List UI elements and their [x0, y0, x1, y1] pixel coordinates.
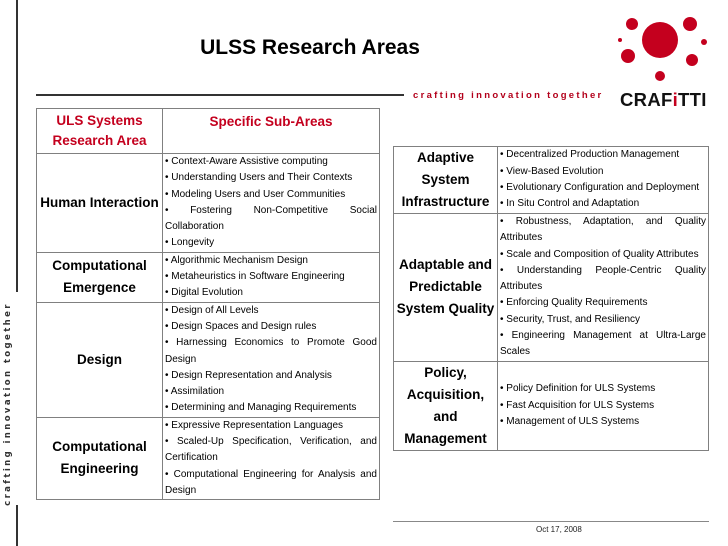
side-line-bottom	[16, 505, 18, 546]
list-item: • Design Spaces and Design rules	[165, 320, 317, 332]
list-item: • Scale and Composition of Quality Attributes	[500, 248, 699, 260]
craftitti-logo	[618, 10, 710, 108]
list-item: • Context-Aware Assistive computing	[165, 156, 328, 167]
list-item: • Security, Trust, and Resiliency	[500, 313, 641, 325]
logo-text: CRAFiTTI	[620, 89, 707, 110]
tagline: crafting innovation together	[413, 90, 604, 101]
list-item: • Understanding People-Centric Quality Attributes	[500, 264, 706, 293]
sub-areas-list	[163, 252, 380, 302]
side-tagline: crafting innovation together	[3, 302, 13, 506]
list-item: • Enforcing Quality Requirements	[500, 297, 648, 309]
list-item: • Determining and Managing Requirements	[165, 402, 357, 414]
table-row	[37, 417, 380, 499]
list-item: • Engineering Management at Ultra-Large Scales	[500, 330, 706, 358]
footer-date: Oct 17, 2008	[536, 525, 582, 534]
list-item: • Design Representation and Analysis	[165, 369, 332, 381]
list-item: • In Situ Control and Adaptation	[500, 198, 640, 210]
list-item: • Decentralized Production Management	[500, 149, 680, 161]
table-row	[394, 361, 709, 450]
right-research-table	[393, 146, 709, 451]
table-row	[37, 302, 380, 417]
list-item: • Evolutionary Configuration and Deployment	[500, 182, 700, 193]
list-item: • View-Based Evolution	[500, 165, 604, 177]
list-item: • Robustness, Adaptation, and Quality Attributes	[500, 216, 706, 244]
logo-dots-icon	[618, 10, 710, 90]
list-item: • Assimilation	[165, 386, 225, 398]
list-item: • Longevity	[165, 237, 215, 249]
table-header-row	[37, 109, 380, 154]
table-row	[394, 147, 709, 214]
footer-line	[393, 521, 709, 522]
area-design: Design	[37, 302, 163, 417]
header-sub-areas: Specific Sub-Areas	[163, 109, 380, 154]
table-row	[37, 154, 380, 253]
list-item: • Expressive Representation Languages	[165, 419, 344, 431]
left-research-table	[36, 108, 380, 500]
list-item: • Fast Acquisition for ULS Systems	[500, 399, 655, 411]
list-item: • Design of All Levels	[165, 304, 259, 316]
area-adaptive-system-infrastructure: Adaptive System Infrastructure	[394, 147, 498, 214]
table-row	[37, 252, 380, 302]
list-item: • Algorithmic Mechanism Design	[165, 254, 308, 266]
list-item: • Scaled-Up Specification, Verification, and Certification	[165, 436, 377, 464]
sub-areas-list	[498, 214, 709, 362]
list-item: • Fostering Non-Competitive Social Collaboration	[165, 204, 377, 233]
side-line-top	[16, 0, 18, 292]
table-row	[394, 214, 709, 362]
sub-areas-list	[498, 147, 709, 214]
header-research-area: ULS Systems Research Area	[37, 109, 163, 154]
list-item: • Understanding Users and Their Contexts	[165, 172, 353, 184]
sub-areas-list	[163, 417, 380, 499]
list-item: • Management of ULS Systems	[500, 415, 640, 427]
sub-areas-list	[163, 154, 380, 253]
area-computational-engineering: Computational Engineering	[37, 417, 163, 499]
sub-areas-list	[498, 361, 709, 450]
list-item: • Computational Engineering for Analysis and Design	[165, 468, 377, 496]
area-adaptable-predictable-quality: Adaptable and Predictable System Quality	[394, 214, 498, 362]
list-item: • Harnessing Economics to Promote Good Design	[165, 337, 377, 365]
area-policy-acquisition-management: Policy, Acquisition, and Management	[394, 361, 498, 450]
side-decoration	[0, 0, 34, 546]
list-item: • Policy Definition for ULS Systems	[500, 383, 656, 395]
slide-title: ULSS Research Areas	[200, 36, 420, 59]
list-item: • Modeling Users and User Communities	[165, 188, 346, 200]
sub-areas-list	[163, 302, 380, 417]
list-item: • Metaheuristics in Software Engineering	[165, 271, 345, 283]
list-item: • Digital Evolution	[165, 287, 243, 299]
title-underline	[36, 94, 404, 96]
area-computational-emergence: Computational Emergence	[37, 252, 163, 302]
area-human-interaction: Human Interaction	[37, 154, 163, 253]
